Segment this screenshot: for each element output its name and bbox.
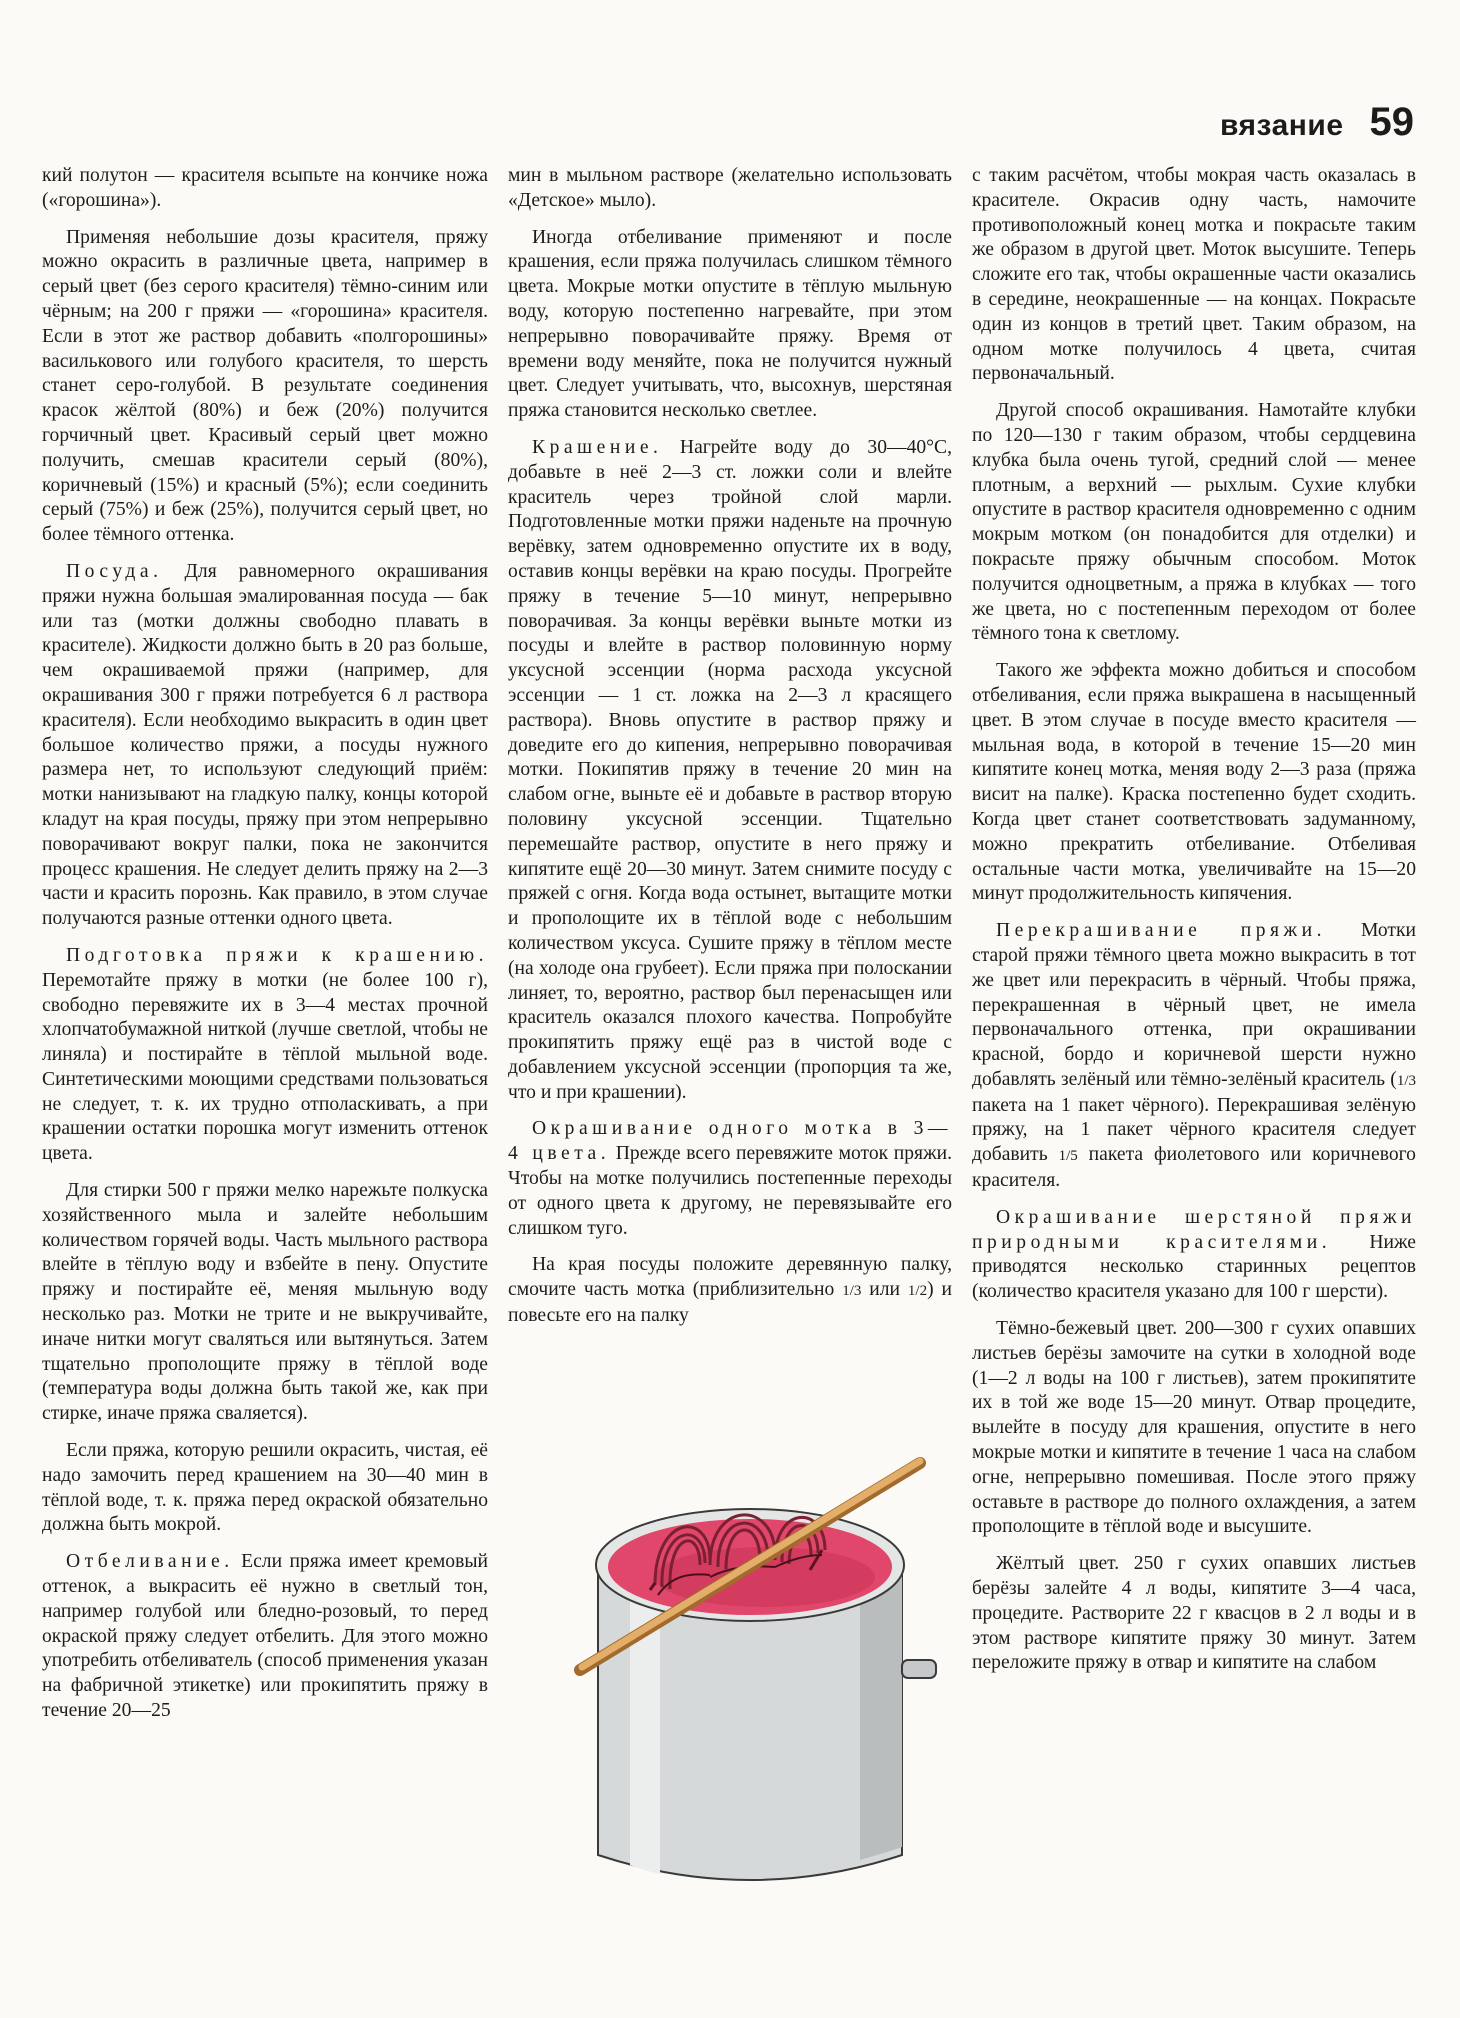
page-number: 59	[1369, 100, 1414, 144]
column-2	[508, 164, 952, 1341]
paragraph-text: На края посуды положите деревянную палку, смочите часть мотка (приблизительно	[508, 1254, 952, 1301]
paragraph-text: пакета на 1 пакет чёрного). Перекрашивая зелёную пряжу, на 1 пакет чёрного красителя следует добавить	[972, 1094, 1416, 1166]
fraction: 1/3	[1396, 1072, 1416, 1089]
paragraph-text: Ниже приводятся несколько старинных рецептов (количество красителя указано для 100 г шерсти).	[972, 1231, 1416, 1303]
paragraph	[972, 1206, 1416, 1305]
paragraph: Жёлтый цвет. 250 г сухих опавших листьев берёзы залейте 4 л воды, кипятите 3—4 часа, процедите. Растворите 22 г квасцов в 2 л воды и в этом растворе кипятите пряжу 30 минут. Затем переложите пряжу в отвар и кипятите на слабом	[972, 1553, 1416, 1674]
paragraph	[972, 919, 1416, 1194]
paragraph: кий полутон — красителя всыпьте на кончике ножа («горошина»).	[42, 165, 488, 211]
paragraph-text: Для равномерного окрашивания пряжи нужна большая эмалированная посуда — бак или таз (мотки должны свободно плавать в красителе). Жидкости должно быть в 20 раз больше, чем окрашиваемой пряжи (например, для окрашивания 300 г пряжи потребуется 6 л раствора красителя). Если необходимо выкрасить в один цвет большое количество пряжи, а посуды нужного размера нет, то используют следующий приём: мотки нанизывают на гладкую палку, концы которой кладут на края посуды, пряжу при этом непрерывно поворачивают вокруг палки, пока не закончится процесс крашения. Не следует делить пряжу на 2—3 части и красить порознь. Как правило, в этом случае получаются разные оттенки одного цвета.	[42, 560, 489, 930]
paragraph: Для стирки 500 г пряжи мелко нарежьте полкуска хозяйственного мыла и залейте небольшим количеством горячей воды. Часть мыльного раствора влейте в тёплую воду и взбейте в пену. Опустите пряжу и постирайте её, меняя мыльную воду несколько раз. Мотки не трите и не выкручивайте, иначе нитки могут сваляться или вытянуться. Затем тщательно прополощите пряжу в тёплой воде (температура воды должна быть такой же, как при стирке, иначе пряжа сваляется).	[42, 1180, 488, 1425]
paragraph-text: или	[861, 1279, 908, 1301]
paragraph-text: Перемотайте пряжу в мотки (не более 100 г), свободно перевяжите их в 3—4 местах прочной хлопчатобумажной ниткой (лучше светлой, чтобы не линяла) и постирайте в тёплой мыльной воде. Синтетическими моющими средствами пользоваться не следует, т. к. их трудно отполаскивать, а при крашении остатки порошка могут изменить оттенок цвета.	[42, 969, 488, 1165]
pot-handle	[902, 1660, 936, 1678]
paragraph: с таким расчётом, чтобы мокрая часть оказалась в красителе. Окрасив одну часть, намочите противоположный конец мотка и покрасьте таким же образом в другой цвет. Моток высушите. Теперь сложите его так, чтобы окрашенные части оказались в середине, неокрашенные — на концах. Покрасьте один из концов в третий цвет. Таким образом, на одном мотке получилось 4 цвета, считая первоначальный.	[972, 165, 1416, 385]
fraction: 1/2	[907, 1283, 928, 1300]
subheading: Подготовка пряжи к крашению.	[66, 944, 488, 966]
paragraph-text: ) и повесьте его на палку	[508, 1279, 952, 1327]
paragraph: Тёмно-бежевый цвет. 200—300 г сухих опавших листьев берёзы замочите на сутки в холодной воде (1—2 л воды на 100 г листьев), затем прокипятите их в той же воде 15—20 минут. Отвар процедите, вылейте в посуду для крашения, опустите в него мокрые мотки и кипятите в течение 1 часа на слабом огне, непрерывно помешивая. После этого пряжу оставьте в растворе до полного охлаждения, а затем прополощите в тёплой воде и высушите.	[972, 1318, 1416, 1538]
subheading: Перекрашивание пряжи.	[996, 920, 1326, 942]
subheading: Окрашивание одного мотка в 3—4 цвета.	[508, 1118, 952, 1165]
paragraph: Другой способ окрашивания. Намотайте клубки по 120—130 г таким образом, чтобы сердцевина клубка была очень тугой, средний слой — менее плотным, а верхний — рыхлым. Сухие клубки опустите в раствор красителя одновременно с одним мокрым мотком (он понадобится для отделки) и покрасьте пряжу обычным способом. Моток получится одноцветным, а пряжа в клубках — того же цвета, но с постепенным переходом от более тёмного тона к светлому.	[972, 400, 1416, 645]
paragraph: мин в мыльном растворе (желательно использовать «Детское» мыло).	[508, 165, 952, 211]
subheading: Окрашивание шерстяной пряжи природными красителями.	[972, 1206, 1416, 1253]
subheading: Посуда.	[66, 560, 163, 582]
paragraph	[42, 944, 488, 1167]
paragraph-text: Мотки старой пряжи тёмного цвета можно выкрасить в тот же цвет или перекрасить в чёрный. Чтобы пряжа, перекрашенная в чёрный цвет, не имела первоначального оттенка, при окрашивании красной, бордо и коричневой шерсти нужно добавлять зелёный или тёмно-зелёный краситель (	[972, 920, 1416, 1090]
fraction: 1/3	[842, 1283, 862, 1300]
paragraph-text: Нагрейте воду до 30—40°С, добавьте в неё 2—3 ст. ложки соли и влейте краситель через тройной слой марли. Подготовленные мотки пряжи наденьте на прочную верёвку, затем одновременно опустите их в воду, оставив концы верёвки на краю посуды. Прогрейте пряжу в течение 5—10 минут, непрерывно поворачивая. За концы верёвки выньте мотки из посуды и влейте в раствор половинную норму уксусной эссенции (норма расхода уксусной эссенции — 1 ст. ложка на 2—3 л красящего раствора). Вновь опустите в раствор пряжу и доведите его до кипения, непрерывно поворачивая мотки. Покипятив пряжу в течение 20 мин на слабом огне, выньте её и добавьте в раствор вторую половину уксусной эссенции. Тщательно перемешайте раствор, опустите в него пряжу и кипятите ещё 20—30 минут. Затем снимите посуду с пряжей с огня. Когда вода остынет, вытащите мотки и прополощите их в тёплой воде с небольшим количеством уксуса. Сушите пряжу в тёплом месте (на холоде она грубеет). Если пряжа при полоскании линяет, то, вероятно, раствор был перенасыщен или краситель оказался плохого качества. Попробуйте прокипятить пряжу ещё раз в чистой воде с добавлением уксусной эссенции (пропорция та же, что и при крашении).	[508, 436, 952, 1103]
page-header	[1220, 100, 1414, 145]
paragraph: Иногда отбеливание применяют и после крашения, если пряжа получилась слишком тёмного цвета. Мокрые мотки опустите в тёплую мыльную воду, которую постепенно нагревайте, при этом непрерывно поворачивайте пряжу. Время от времени воду меняйте, пока не получится нужный цвет. Следует учитывать, что, высохнув, шерстяная пряжа становится несколько светлее.	[508, 226, 952, 422]
fraction: 1/5	[1058, 1148, 1078, 1165]
paragraph: Если пряжа, которую решили окрасить, чистая, её надо замочить перед крашением на 30—40 мин в тёплой воде, т. к. пряжа перед окраской обязательно должна быть мокрой.	[42, 1440, 488, 1536]
column-1	[42, 164, 488, 1736]
paragraph	[42, 1550, 488, 1724]
paragraph	[508, 1117, 952, 1241]
paragraph	[42, 560, 488, 932]
section-name: вязание	[1220, 109, 1344, 142]
paragraph-text: Если пряжа имеет кремовый оттенок, а выкрасить её нужно в светлый тон, например голубой или бледно-розовый, то перед окраской пряжу следует отбелить. Для этого можно употребить отбеливатель (способ применения указан на фабричной этикетке) или прокипятить пряжу в течение 20—25	[42, 1551, 488, 1722]
paragraph-text: Прежде всего перевяжите моток пряжи. Чтобы на мотке получились постепенные переходы от одного цвета к другому, не перевязывайте его слишком туго.	[508, 1143, 952, 1239]
paragraph	[508, 1253, 952, 1328]
column-3	[972, 164, 1416, 1688]
paragraph-text: пакета фиолетового или коричневого красителя.	[972, 1144, 1416, 1192]
paragraph: Применяя небольшие дозы красителя, пряжу можно окрасить в различные цвета, например в серый цвет (без серого красителя) тёмно-синим или чёрным; на 200 г пряжи — «горошина» красителя. Если в этот же раствор добавить «полгорошины» василькового или голубого красителя, то шерсть станет серо-голубой. В результате соединения красок жёлтой (80%) и беж (20%) получится горчичный цвет. Красивый серый цвет можно получить, смешав красители серый (80%), коричневый (15%) и красный (5%); если соединить серый (75%) и беж (25%), получится серый цвет, но более тёмного оттенка.	[42, 226, 488, 546]
pot-shading	[860, 1565, 902, 1860]
paragraph	[508, 436, 952, 1106]
paragraph: Такого же эффекта можно добиться и способом отбеливания, если пряжа выкрашена в насыщенный цвет. В этом случае в посуде вместо красителя — мыльная вода, в которой в течение 15—20 мин кипятите конец мотка, меняя воду 2—3 раза (пряжа висит на палке). Краска постепенно будет сходить. Когда цвет станет соответствовать задуманному, можно прекратить отбеливание. Отбеливая остальные части мотка, увеличивайте на 15—20 минут продолжительность кипячения.	[972, 660, 1416, 905]
dye-pot-illustration	[560, 1455, 940, 1905]
subheading: Отбеливание.	[66, 1551, 234, 1573]
subheading: Крашение.	[532, 436, 663, 458]
